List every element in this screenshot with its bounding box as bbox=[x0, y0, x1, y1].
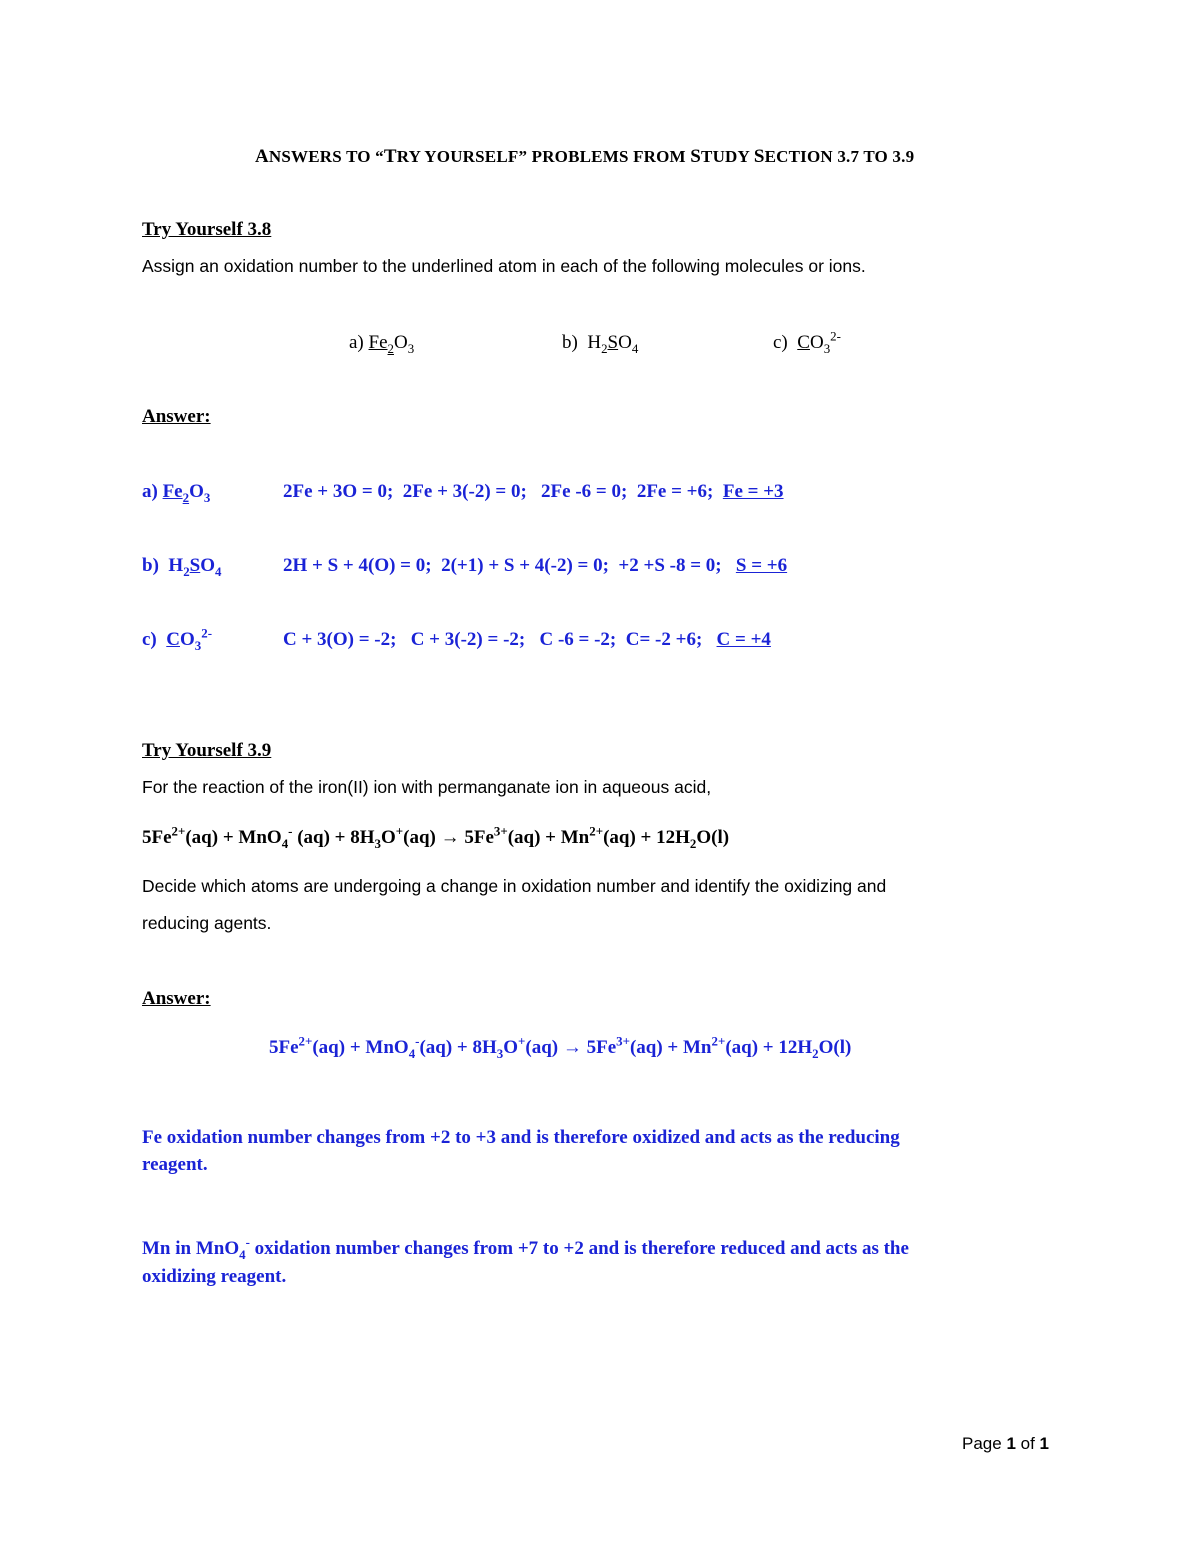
answer-b-work: 2H + S + 4(O) = 0; 2(+1) + S + 4(-2) = 0; +2 +S -8 = 0; S = +6 bbox=[283, 555, 788, 576]
answer-c-compound: c) $CO_3^{2-}$ bbox=[142, 625, 212, 653]
answer-b-result: S = +6 bbox=[735, 555, 788, 576]
answer-c-work: C + 3(O) = -2; C + 3(-2) = -2; C -6 = -2; C= -2 +6; C = +4 bbox=[283, 629, 771, 650]
instruction-line-1: Decide which atoms are undergoing a change in oxidation number and identify the oxidizing and bbox=[142, 876, 887, 896]
answer-reaction-equation: $5Fe^{2+}(aq) + MnO_4^-(aq) + 8H_3O^+(aq) \to 5Fe^{3+}(aq) + Mn^{2+}(aq) + 12H_2O(l)$ bbox=[269, 1033, 852, 1061]
compound-a: a) $Fe_2O_3$ bbox=[349, 332, 415, 356]
compound-b: b) $H_2SO_4$ bbox=[562, 332, 639, 356]
answer-heading-3-8: Answer: bbox=[142, 406, 211, 427]
answer-heading-3-9: Answer: bbox=[142, 988, 211, 1009]
question-prompt-3-8: Assign an oxidation number to the underlined atom in each of the following molecules or ions. bbox=[142, 256, 866, 276]
fe-explanation-line-1: Fe oxidation number changes from +2 to +3 and is therefore oxidized and acts as the reducing bbox=[142, 1127, 900, 1148]
mn-explanation-line-2: oxidizing reagent. bbox=[142, 1266, 287, 1287]
mn-explanation-line-1: Mn in MnO$_4$- oxidation number changes from +7 to +2 and is therefore reduced and acts as the bbox=[142, 1234, 909, 1262]
section-heading-3-8: Try Yourself 3.8 bbox=[142, 219, 272, 240]
instruction-line-2: reducing agents. bbox=[142, 913, 272, 933]
document-title: ANSWERS TO “TRY YOURSELF” PROBLEMS FROM STUDY SECTION 3.7 TO 3.9 bbox=[255, 146, 915, 167]
reaction-equation: $5Fe^{2+}(aq) + MnO_4^-$ $(aq) + 8H_3O^+(aq) \to 5Fe^{3+}(aq) + Mn^{2+}(aq) + 12H_2O(l)$ bbox=[142, 823, 730, 851]
page-number: Page 1 of 1 bbox=[962, 1434, 1049, 1453]
fe-explanation-line-2: reagent. bbox=[142, 1154, 208, 1175]
answer-a-work: 2Fe + 3O = 0; 2Fe + 3(-2) = 0; 2Fe -6 = 0; 2Fe = +6; Fe = +3 bbox=[283, 481, 784, 502]
compound-c: c) $CO_3^{2-}$ bbox=[773, 328, 841, 356]
answer-b-compound: b) $H_2SO_4$ bbox=[142, 555, 222, 579]
section-heading-3-9: Try Yourself 3.9 bbox=[142, 740, 272, 761]
answer-a-compound: a) $Fe_2O_3$ bbox=[142, 481, 211, 505]
answer-a-result: Fe = +3 bbox=[722, 481, 784, 502]
question-prompt-3-9: For the reaction of the iron(II) ion with permanganate ion in aqueous acid, bbox=[142, 777, 712, 797]
answer-c-result: C = +4 bbox=[716, 629, 771, 650]
